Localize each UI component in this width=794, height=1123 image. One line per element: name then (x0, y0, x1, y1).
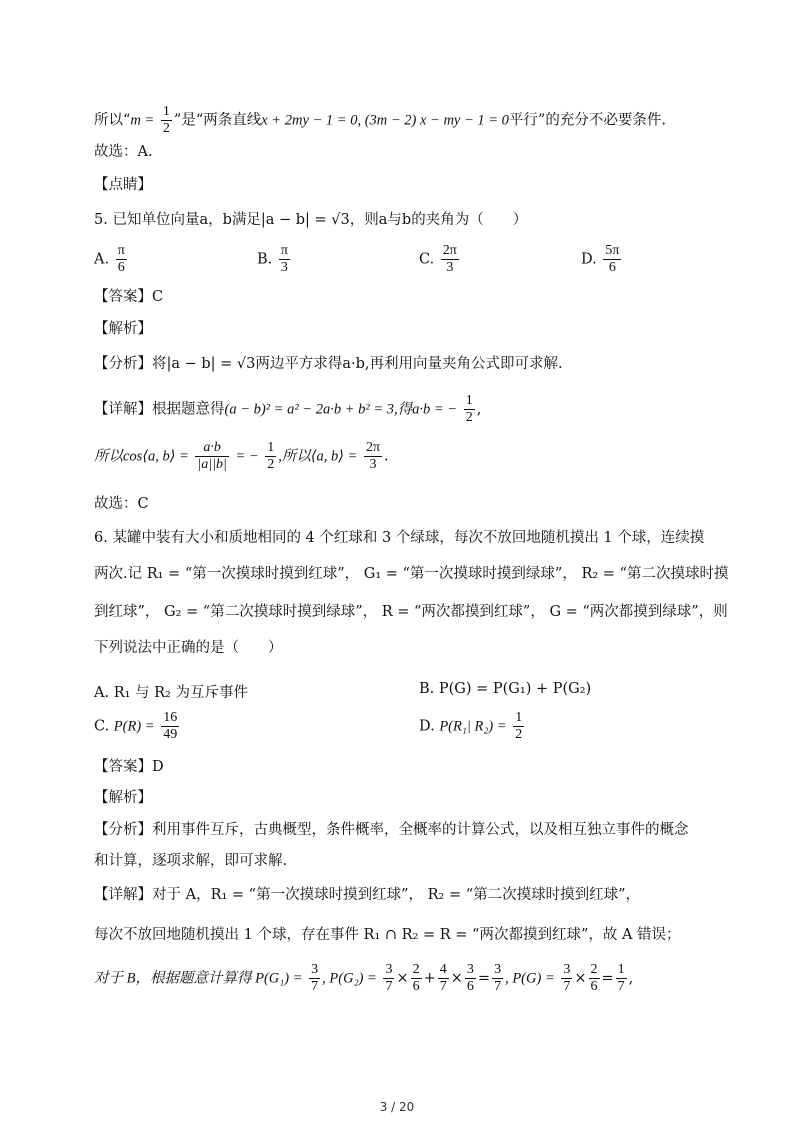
math-expr: , P(G₂) = (322, 970, 377, 987)
frac-den: 3 (280, 260, 288, 276)
frac-num: 2π (364, 440, 382, 457)
q5-xiangjie (94, 393, 481, 426)
math-expr: P(R₁| R₂) = (439, 718, 507, 735)
math-expr: ,所以⟨a, b⟩ = (278, 448, 358, 465)
frac-num: 3 (309, 962, 320, 979)
q5-jiexi: 【解析】 (94, 321, 152, 337)
q6-xiangjie-1: 【详解】对于 A，R₁ = “第一次摸球时摸到红球”， R₂ = “第二次摸球时摸到红球”， (94, 887, 641, 903)
fraction (492, 962, 503, 995)
frac-den: 7 (385, 979, 393, 995)
frac-num: π (116, 243, 127, 260)
fraction-half (265, 440, 276, 473)
math-expr: , P(G) = (505, 970, 555, 987)
q5-select: 故选：C (94, 496, 149, 512)
option-fraction (441, 243, 459, 276)
frac-num: 1 (464, 393, 475, 410)
math-op: + (423, 970, 436, 987)
text: , (476, 401, 482, 418)
frac-num: 2π (441, 243, 459, 260)
math-op: × (574, 970, 587, 987)
math-op: = (601, 970, 614, 987)
math-m-eq: m = (130, 112, 155, 129)
frac-den: 3 (369, 457, 377, 473)
math-expr: 得a·b = − (397, 401, 458, 418)
option-label: D. (581, 251, 597, 268)
q6-answer: 【答案】D (94, 759, 164, 775)
option-label: B. (257, 251, 273, 268)
math-expr: = − (235, 448, 259, 465)
question-6-line-1: 6. 某罐中装有大小和质地相同的 4 个红球和 3 个绿球，每次不放回地随机摸出 1 个球，连续摸 (94, 530, 705, 546)
option-label: C. (419, 251, 435, 268)
option-fraction (513, 710, 524, 743)
frac-num: 1 (616, 962, 627, 979)
q6-option-c (94, 710, 181, 743)
math-expr: P(R) = (113, 718, 155, 735)
frac-num: a·b (195, 440, 228, 457)
frac-den: 6 (608, 260, 616, 276)
frac-num: 3 (561, 962, 572, 979)
frac-num: 4 (438, 962, 449, 979)
frac-den: 3 (446, 260, 454, 276)
option-label: A. (94, 251, 110, 268)
math-expr: 所以cos⟨a, b⟩ = (94, 448, 189, 465)
math-expr: (a − b)² = a² − 2a·b + b² = 3, (224, 401, 398, 418)
fraction (309, 962, 320, 995)
frac-den: 2 (267, 457, 275, 473)
q6-jiexi: 【解析】 (94, 790, 152, 806)
fraction-half (464, 393, 475, 426)
option-label: C. (94, 718, 110, 735)
question-6-line-2: 两次.记 R₁ = “第一次摸球时摸到红球”， G₁ = “第一次摸球时摸到绿球”， R₂ = “第二次摸球时摸 (94, 566, 729, 582)
frac-num: 2 (411, 962, 422, 979)
frac-num: 5π (603, 243, 621, 260)
frac-den: 7 (311, 979, 319, 995)
frac-den: 7 (494, 979, 502, 995)
page-number: 3 / 20 (379, 1100, 415, 1114)
frac-den: |a||b| (197, 457, 227, 473)
frac-den: 7 (439, 979, 447, 995)
fraction (438, 962, 449, 995)
q5-option-c (419, 243, 461, 276)
frac-den: 2 (162, 121, 170, 137)
fraction (561, 962, 572, 995)
math-op: × (396, 970, 409, 987)
q5-option-b (257, 243, 292, 276)
frac-den: 7 (563, 979, 571, 995)
fraction (589, 962, 600, 995)
option-fraction (279, 243, 290, 276)
option-fraction (603, 243, 621, 276)
frac-num: 1 (161, 104, 172, 121)
option-label: D. (419, 718, 435, 735)
q6-option-a: A. R₁ 与 R₂ 为互斥事件 (94, 685, 248, 701)
fraction (465, 962, 476, 995)
q6-xiangjie-2: 每次不放回地随机摸出 1 个球，存在事件 R₁ ∩ R₂ = R = “两次都摸到红球”，故 A 错误； (94, 927, 681, 943)
frac-den: 6 (412, 979, 420, 995)
fraction-half (161, 104, 172, 137)
q6-xiangjie-3 (94, 962, 633, 995)
fraction (411, 962, 422, 995)
frac-den: 2 (515, 727, 523, 743)
fraction (616, 962, 627, 995)
option-fraction (116, 243, 127, 276)
line-sufficient-condition (94, 104, 666, 137)
q6-fenxi-2: 和计算，逐项求解，即可求解. (94, 853, 288, 869)
frac-num: 3 (492, 962, 503, 979)
frac-den: 6 (466, 979, 474, 995)
q5-fenxi: 【分析】将|a − b| = √3两边平方求得a·b,再利用向量夹角公式即可求解. (94, 356, 563, 372)
frac-den: 6 (117, 260, 125, 276)
q6-option-d (419, 710, 526, 743)
question-5: 5. 已知单位向量a，b满足|a − b| = √3，则a与b的夹角为（ ） (94, 212, 528, 228)
frac-num: π (279, 243, 290, 260)
q5-option-d (581, 243, 623, 276)
q6-option-b: B. P(G) = P(G₁) + P(G₂) (419, 681, 592, 697)
q5-answer: 【答案】C (94, 289, 164, 305)
frac-den: 2 (465, 410, 473, 426)
frac-num: 1 (513, 710, 524, 727)
option-fraction (161, 710, 179, 743)
text: 【详解】根据题意得 (94, 401, 225, 418)
text-mid: ”是“两条直线 (173, 112, 262, 129)
q6-fenxi-1: 【分析】利用事件互斥，古典概型，条件概率，全概率的计算公式，以及相互独立事件的概念 (94, 822, 689, 838)
fraction (383, 962, 394, 995)
frac-num: 3 (383, 962, 394, 979)
q5-option-a (94, 243, 129, 276)
question-6-line-3: 到红球”， G₂ = “第二次摸球时摸到绿球”， R = “两次都摸到红球”， G = “两次都摸到绿球”，则 (94, 604, 728, 620)
frac-num: 1 (265, 440, 276, 457)
dianjing-heading: 【点睛】 (94, 177, 152, 193)
frac-den: 7 (617, 979, 625, 995)
text-prefix: 所以“ (94, 112, 131, 129)
q5-cos-line (94, 440, 389, 473)
fraction-cos (195, 440, 228, 473)
frac-num: 3 (465, 962, 476, 979)
frac-den: 6 (590, 979, 598, 995)
math-op: = (477, 970, 491, 987)
frac-num: 2 (589, 962, 600, 979)
fraction-angle (364, 440, 382, 473)
text: , (628, 970, 634, 987)
select-line-1: 故选：A. (94, 144, 153, 160)
frac-num: 16 (161, 710, 179, 727)
math-op: × (450, 970, 463, 987)
math-expr: 对于 B，根据题意计算得 P(G₁) = (94, 970, 303, 987)
math-lines-expr: x + 2my − 1 = 0, (3m − 2) x − my − 1 = 0 (261, 112, 509, 129)
text-suffix: 平行”的充分不必要条件. (508, 112, 666, 129)
question-6-line-4: 下列说法中正确的是（ ） (94, 640, 283, 656)
frac-den: 49 (163, 727, 178, 743)
text: . (384, 448, 389, 465)
